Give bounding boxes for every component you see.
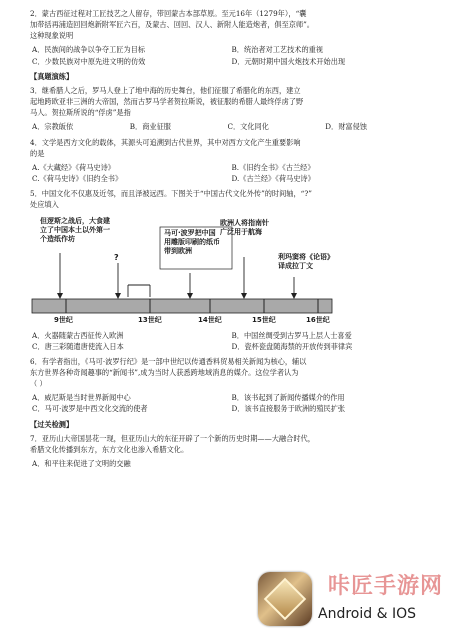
question-text-line: 6．有学者指出，《马可·波罗行纪》是一部中世纪以传通香料贸易相关新闻为核心，辅以 bbox=[30, 356, 307, 366]
event-arrowhead bbox=[115, 293, 121, 299]
timeline-event-compass: 欧洲人将指南针 广泛用于航海 bbox=[220, 218, 269, 236]
answer-options bbox=[30, 121, 423, 132]
section-heading-practice: 【真题演练】 bbox=[30, 71, 74, 81]
answer-options bbox=[30, 330, 423, 352]
option-c[interactable]: C.《荷马史诗》《旧约全书》 bbox=[32, 174, 123, 184]
question-text-line: 希腊文化传播到东方，东方文化也渗入希腊文化。 bbox=[30, 444, 189, 454]
option-d[interactable]: D．元朝时期中国火炮技术开始出现 bbox=[231, 56, 346, 66]
answer-options bbox=[30, 392, 423, 414]
event-arrowhead bbox=[241, 293, 247, 299]
question-text-line: （ ） bbox=[30, 379, 47, 389]
option-a[interactable]: A.《大藏经》《荷马史诗》 bbox=[32, 162, 115, 172]
answer-options bbox=[30, 458, 423, 469]
question-text-line: 处应填入 bbox=[30, 200, 59, 210]
watermark-subtitle: Android & IOS bbox=[318, 606, 416, 622]
option-a[interactable]: A．民族间的战争以争夺工匠为目标 bbox=[32, 45, 146, 55]
site-watermark bbox=[248, 568, 449, 634]
option-a[interactable]: A．宗教皈依 bbox=[32, 122, 74, 132]
answer-options bbox=[30, 44, 423, 66]
question-text-line: 马人。贺拉斯所说的“俘虏”是指 bbox=[30, 108, 131, 118]
option-d[interactable]: D．财富侵蚀 bbox=[325, 122, 367, 132]
option-d[interactable]: D．该书直接服务于欧洲的殖民扩张 bbox=[231, 404, 346, 414]
option-d[interactable]: D．瓷杯瓷盘随海禁的开放传到菲律宾 bbox=[231, 341, 353, 351]
question-text-line: 3．继希腊人之后，罗马人登上了地中海的历史舞台，他们征服了希腊化的东西，建立 bbox=[30, 85, 301, 95]
question-7 bbox=[30, 433, 423, 469]
option-b[interactable]: B．商业征服 bbox=[129, 122, 171, 132]
question-text-line: 2．蒙古西征过程对工匠技艺之人留存，带回蒙古本部草原。至元16年（1279年），“囊 bbox=[30, 9, 307, 18]
century-label: 15世纪 bbox=[252, 315, 276, 324]
question-text-line: 加带括再浦造回回炮新附军匠六百，及蒙古、回回、汉人、新附人能造炮者，俱至京师”。 bbox=[30, 20, 314, 30]
timeline-figure bbox=[30, 213, 423, 327]
section-heading-test: 【过关检测】 bbox=[30, 419, 74, 429]
option-b[interactable]: B．中国丝绸受到古罗马上层人士喜爱 bbox=[231, 330, 352, 340]
option-c[interactable]: C．少数民族对中原先进文明的仿效 bbox=[32, 56, 146, 66]
timeline-question-mark: ? bbox=[114, 252, 119, 262]
event-arrowhead bbox=[57, 293, 63, 299]
watermark-title: 咔匠手游网 bbox=[328, 574, 444, 599]
question-text-line: 7．亚历山大帝国昙花一现，但亚历山大的东征开辟了一个新的历史时期——大融合时代， bbox=[30, 433, 315, 443]
question-5 bbox=[30, 188, 423, 352]
timeline-event-papermaking: 但逻斯之战后，大食建 立了中国本土以外第一 个造纸作坊 bbox=[40, 216, 110, 244]
option-b[interactable]: B．该书起到了新闻传播媒介的作用 bbox=[231, 393, 345, 403]
timeline-event-paper-money: 马可·波罗把中国 用雕版印刷的纸币 带到欧洲 bbox=[164, 228, 220, 256]
century-label: 9世纪 bbox=[54, 315, 73, 324]
century-label: 13世纪 bbox=[138, 315, 162, 324]
option-b[interactable]: B．统治者对工艺技术的重视 bbox=[231, 45, 324, 55]
question-text-line: 的是 bbox=[30, 148, 45, 158]
question-text-line: 东方世界各种奇闻趣事的“新闻书”,成为当时人获悉跨地域消息的媒介。这位学者认为 bbox=[30, 367, 299, 377]
question-6 bbox=[30, 356, 423, 415]
question-text-line: 4．文学是西方文化的载体，其源头可追溯到古代世界，其中对西方文化产生重要影响 bbox=[30, 137, 301, 147]
question-text-line: 起地跨欧亚非三洲的大帝国，然而古罗马学者贺拉斯说，被征服的希腊人最终俘虏了野 bbox=[30, 97, 304, 107]
question-3 bbox=[30, 85, 423, 133]
event-arrowhead bbox=[187, 293, 193, 299]
option-d[interactable]: D.《古兰经》《荷马史诗》 bbox=[231, 174, 315, 184]
century-label: 14世纪 bbox=[198, 315, 222, 324]
question-text-line: 5．中国文化不仅惠及近邻，而且泽被远西。下图关于“中国古代文化外传”的时间轴，“?” bbox=[30, 189, 312, 199]
event-arrowhead bbox=[291, 293, 297, 299]
century-label: 16世纪 bbox=[306, 315, 330, 324]
option-b[interactable]: B.《旧约全书》《古兰经》 bbox=[231, 162, 315, 172]
timeline-event-analects: 利玛窦将《论语》 译成拉丁文 bbox=[278, 252, 334, 270]
option-c[interactable]: C．马可·波罗是中西文化交流的使者 bbox=[32, 404, 148, 414]
app-logo-icon bbox=[258, 572, 312, 626]
question-2 bbox=[30, 8, 423, 67]
option-a[interactable]: A．和平往来促进了文明的交融 bbox=[32, 459, 131, 469]
diamond-icon bbox=[264, 578, 306, 620]
question-text-line: 这种现象说明 bbox=[30, 31, 74, 41]
option-c[interactable]: C．文化同化 bbox=[227, 122, 269, 132]
option-a[interactable]: A．威尼斯是当时世界新闻中心 bbox=[32, 393, 131, 403]
answer-options bbox=[30, 162, 423, 184]
timeline-bar bbox=[32, 299, 332, 313]
question-4 bbox=[30, 137, 423, 185]
option-a[interactable]: A．火器随蒙古西征传入欧洲 bbox=[32, 330, 124, 340]
option-c[interactable]: C．唐三彩随遣唐使流入日本 bbox=[32, 341, 124, 351]
